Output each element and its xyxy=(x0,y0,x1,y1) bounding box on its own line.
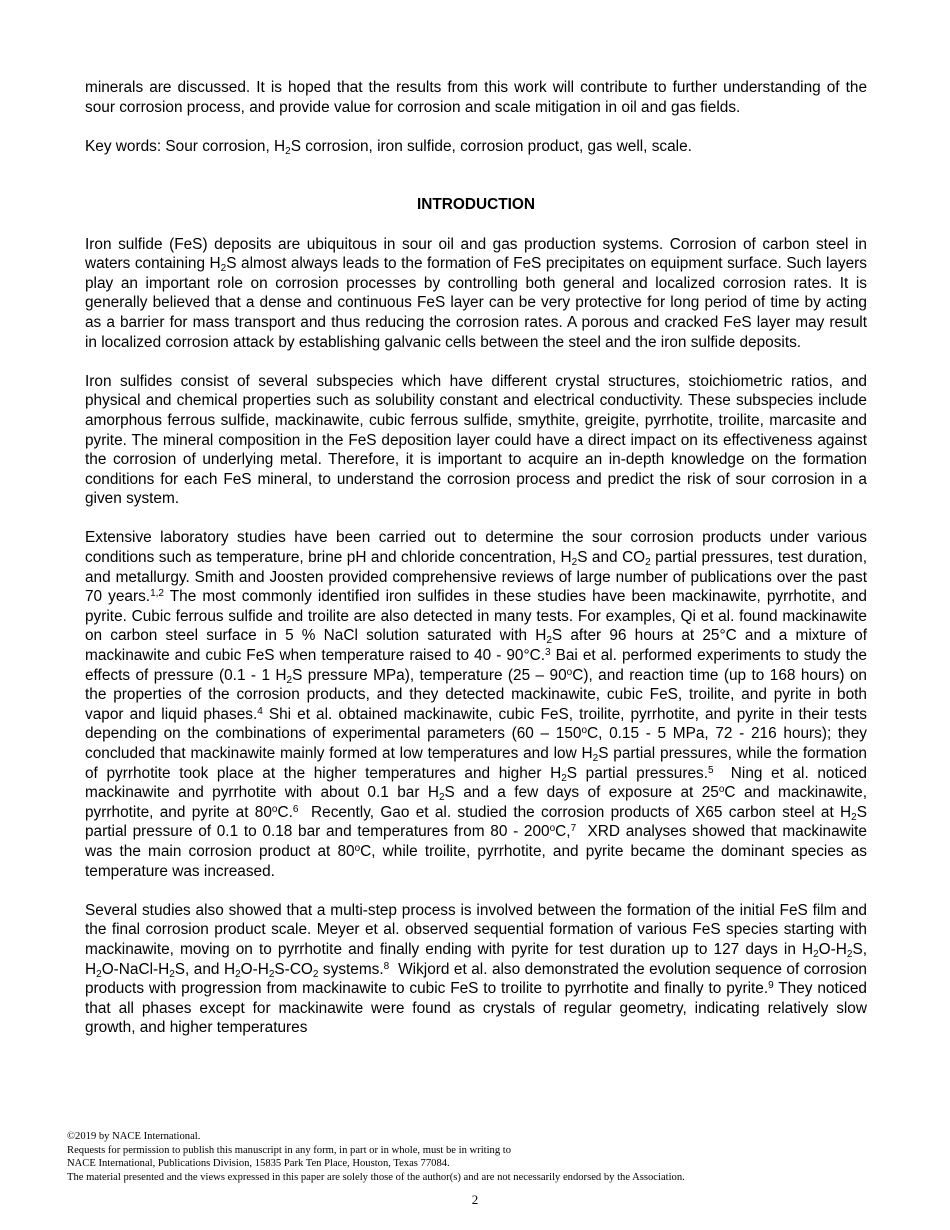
address-line: NACE International, Publications Division, 15835 Park Ten Place, Houston, Texas 77084. xyxy=(67,1158,450,1170)
paragraph-intro-1: Iron sulfide (FeS) deposits are ubiquitous in sour oil and gas production systems. Corrosion of carbon steel in waters containing $H_2S$ almost always leads to the formation of FeS precipitates on equipment surface. Such layers play an important role on corrosion processes by controlling both general and localized corrosion rates. It is generally believed that a dense and continuous FeS layer can be very protective for long period of time by acting as a barrier for mass transport and thus reducing the corrosion rates. A porous and cracked FeS layer may result in localized corrosion attack by establishing galvanic cells between the steel and the iron sulfide deposits. xyxy=(85,235,868,351)
page-number: 2 xyxy=(471,1192,479,1207)
paragraph-intro-4: Several studies also showed that a multi-step process is involved between the formation of the initial FeS film and the final corrosion product scale. Meyer et al. observed sequential formation of various FeS species starting with mackinawite, moving on to pyrrhotite and finally ending with pyrite for test duration up to 127 days in $H_2O-H_2S$, $H_2O-NaCl-H_2S$, and $H_2O-H_2S-CO_2$ systems.$^8$ Wikjord et al. also demonstrated the evolution sequence of corrosion products with progression from mackinawite to cubic FeS to troilite to pyrrhotite and finally to pyrite.$^9$ They noticed that all phases except for mackinawite were found as crystals of regular geometry, indicating relatively slow growth, and higher temperatures xyxy=(85,901,867,1037)
keywords: Key words: Sour corrosion, $H_2S$ corrosion, iron sulfide, corrosion product, gas well, scale. xyxy=(85,137,692,157)
copyright-footer xyxy=(67,1130,887,1185)
paragraph-intro-3: Extensive laboratory studies have been carried out to determine the sour corrosion products under various conditions such as temperature, brine pH and chloride concentration, $H_2S$ and $CO_2$ partial pressures, test duration, and metallurgy. Smith and Joosten provided comprehensive reviews of large number of publications over the past 70 years.$^{1,2}$ The most commonly identified iron sulfides in these studies have been mackinawite, pyrrhotite, and pyrite. Cubic ferrous sulfide and troilite are also detected in many tests. For examples, Qi et al. found mackinawite on carbon steel surface in 5 % NaCl solution saturated with $H_2S$ after 96 hours at 25°C and a mixture of mackinawite and cubic FeS when temperature raised to 40 - 90°C.$^3$ Bai et al. performed experiments to study the effects of pressure (0.1 - 1 $H_2S$ pressure MPa), temperature (25 – 90$^o$C), and reaction time (up to 168 hours) on the properties of the corrosion products, and they detected mackinawite, cubic FeS, troilite, and pyrite in both vapor and liquid phases.$^4$ Shi et al. obtained mackinawite, cubic FeS, troilite, pyrrhotite, and pyrite in their tests depending on the combinations of experimental parameters (60 – 150$^o$C, 0.15 - 5 MPa, 72 - 216 hours); they concluded that mackinawite mainly formed at low temperatures and low $H_2S$ partial pressures, while the formation of pyrrhotite took place at the higher temperatures and higher $H_2S$ partial pressures.$^5$ Ning et al. noticed mackinawite and pyrrhotite with about 0.1 bar $H_2S$ and a few days of exposure at 25$^o$C and mackinawite, pyrrhotite, and pyrite at 80$^o$C.$^6$ Recently, Gao et al. studied the corrosion products of X65 carbon steel at $H_2S$ partial pressure of 0.1 to 0.18 bar and temperatures from 80 - 200$^o$C,$^7$ XRD analyses showed that mackinawite was the main corrosion product at 80$^o$C, while troilite, pyrrhotite, and pyrite became the dominant species as temperature was increased. xyxy=(85,529,868,880)
abstract-tail: minerals are discussed. It is hoped that the results from this work will contribute to further understanding of the sour corrosion process, and provide value for corrosion and scale mitigation in oil and gas fields. xyxy=(85,79,867,116)
disclaimer-line: The material presented and the views expressed in this paper are solely those of the author(s) and are not necessarily endorsed by the Association. xyxy=(67,1172,685,1184)
permission-line: Requests for permission to publish this manuscript in any form, in part or in whole, must be in writing to xyxy=(67,1144,512,1156)
paragraph-intro-2: Iron sulfides consist of several subspecies which have different crystal structures, stoichiometric ratios, and physical and chemical properties such as solubility constant and electrical conductivity. These subspecies include amorphous ferrous sulfide, mackinawite, cubic ferrous sulfide, smythite, greigite, pyrrhotite, troilite, marcasite and pyrite. The mineral composition in the FeS deposition layer could have a direct impact on its effectiveness against the corrosion of underlying metal. Therefore, it is important to acquire an in-depth knowledge on the formation conditions for each FeS mineral, to understand the corrosion process and predict the risk of sour corrosion in a given system. xyxy=(85,372,867,508)
paper-body xyxy=(85,78,867,1038)
copyright-line: ©2019 by NACE International. xyxy=(67,1131,201,1142)
section-heading: INTRODUCTION xyxy=(417,196,535,214)
